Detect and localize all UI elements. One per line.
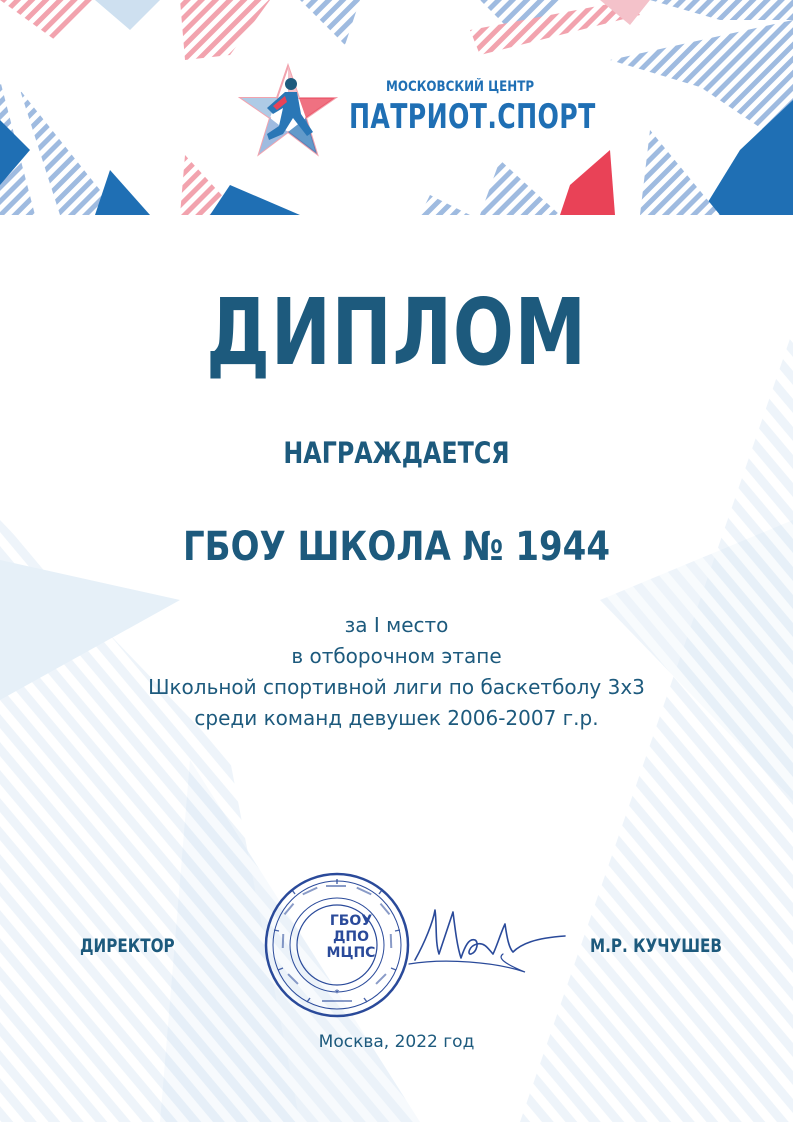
award-description [0, 610, 793, 734]
signer-role: ДИРЕКТОР [80, 935, 175, 957]
diploma-title: ДИПЛОМ [206, 279, 587, 386]
description-line: за I место [344, 613, 449, 637]
logo-brand: ПАТРИОТ.СПОРТ [349, 97, 596, 137]
stamp-line: ГБОУ [329, 913, 373, 929]
svg-text:*: * [334, 988, 340, 999]
stamp-center-text [307, 913, 395, 961]
runner-star-icon [233, 62, 343, 162]
description-line: среди команд девушек 2006-2007 г.р. [194, 706, 599, 730]
awarded-line: НАГРАЖДАЕТСЯ [283, 436, 510, 470]
recipient-name: ГБОУ ШКОЛА № 1944 [183, 524, 610, 570]
place-and-year: Москва, 2022 год [318, 1032, 475, 1052]
stamp-line: МЦПС [326, 945, 376, 961]
logo-org-line: МОСКОВСКИЙ ЦЕНТР [386, 79, 535, 95]
description-line: Школьной спортивной лиги по баскетболу 3х3 [148, 675, 645, 699]
description-line: в отборочном этапе [291, 644, 502, 668]
handwritten-signature-icon [405, 902, 575, 982]
stamp-line: ДПО [332, 929, 370, 945]
signer-name: М.Р. КУЧУШЕВ [590, 935, 722, 957]
